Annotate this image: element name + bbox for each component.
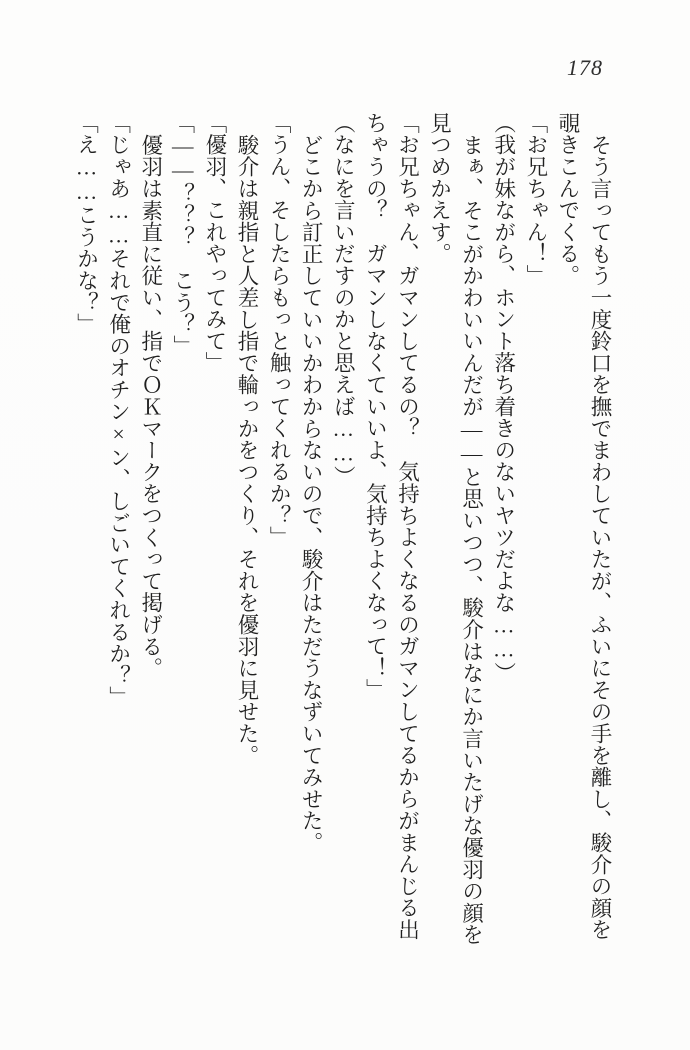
text-line: 「お兄ちゃん、ガマンしてるの？ 気持ちよくなるのガマンしてるからがまんじる出	[395, 112, 420, 941]
text-line: どこから訂正していいかわからないので、駿介はただうなずいてみせた。	[299, 133, 324, 853]
text-line: （なにを言いだすのかと思えば……）	[331, 112, 356, 488]
text-line: 見つめかえす。	[427, 112, 452, 265]
text-line: 「うん、そしたらもっと触ってくれるか？」	[267, 112, 292, 548]
text-line: まぁ、そこがかわいいんだが――と思いつつ、駿介はなにか言いたげな優羽の顔を	[459, 133, 484, 946]
text-line: 「――？？？ こう？」	[170, 112, 195, 357]
text-line: 「お兄ちゃん！」	[523, 112, 548, 287]
text-line: 優羽は素直に従い、指でＯＫマークをつくって掲げる。	[138, 133, 163, 679]
text-line: 駿介は親指と人差し指で輪っかをつくり、それを優羽に見せた。	[234, 133, 259, 766]
page-number	[567, 57, 603, 79]
vertical-text-block	[70, 112, 616, 960]
text-line: 「優羽、これやってみて」	[202, 112, 227, 374]
page-number-text: 178	[567, 55, 603, 80]
text-line: （我が妹ながら、ホント落ち着きのないヤツだよな……）	[491, 112, 516, 684]
text-line: そう言ってもう一度鈴口を撫でまわしていたが、ふいにその手を離し、駿介の顔を	[588, 133, 612, 941]
text-line: 「え……こうかな？」	[74, 112, 99, 335]
text-line: 「じゃあ……それで俺のオチン×ン、しごいてくれるか？」	[106, 112, 131, 709]
text-line: ちゃうの？ ガマンしなくていいよ、気持ちよくなって！」	[363, 112, 388, 701]
text-line: 覗きこんでくる。	[555, 112, 580, 287]
